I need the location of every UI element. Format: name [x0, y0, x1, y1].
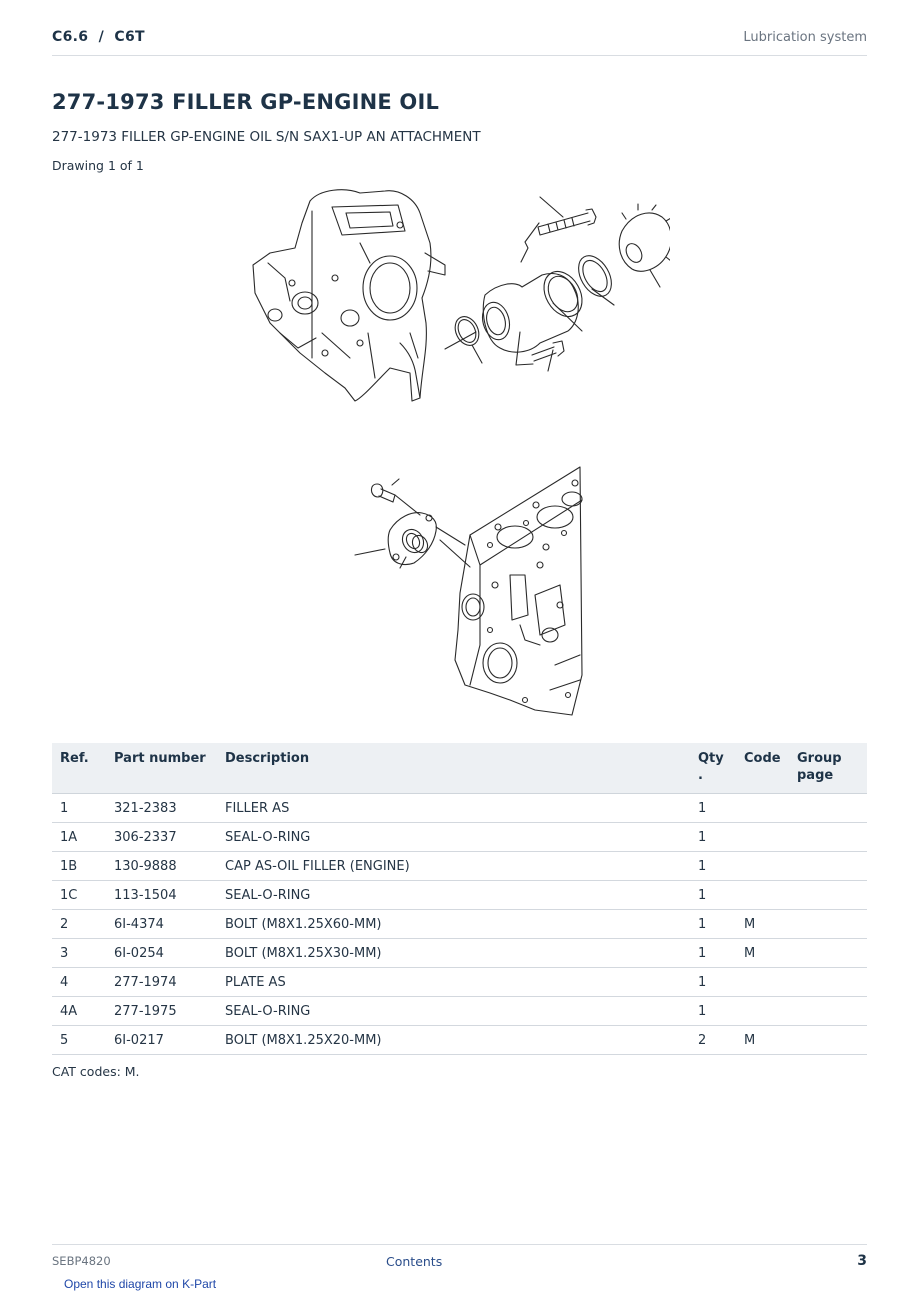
- engine-model: C6.6 / C6T: [52, 29, 145, 45]
- cell-part-number: 130-9888: [106, 852, 217, 881]
- cell-group-page: [789, 852, 867, 881]
- cell-ref: 1C: [52, 881, 106, 910]
- page-footer: [52, 1244, 867, 1275]
- short-bolt-drawing: [532, 341, 564, 361]
- cell-qty: 1: [690, 997, 736, 1026]
- cell-qty: 1: [690, 881, 736, 910]
- column-qty-line2: .: [698, 768, 703, 783]
- filler-assembly-illustration: [250, 183, 670, 408]
- table-row: [52, 910, 867, 939]
- table-row: [52, 881, 867, 910]
- cell-group-page: [789, 997, 867, 1026]
- parts-table: [52, 743, 867, 1055]
- column-group-line1: Group: [797, 751, 842, 766]
- cell-qty: 1: [690, 939, 736, 968]
- table-row: [52, 1026, 867, 1055]
- cat-codes-note: CAT codes: M.: [52, 1064, 140, 1079]
- cell-description: FILLER AS: [217, 794, 690, 823]
- cell-ref: 4A: [52, 997, 106, 1026]
- cell-ref: 1: [52, 794, 106, 823]
- cell-group-page: [789, 881, 867, 910]
- cell-qty: 1: [690, 968, 736, 997]
- cell-group-page: [789, 968, 867, 997]
- table-row: [52, 794, 867, 823]
- cell-code: [736, 852, 789, 881]
- section-name: Lubrication system: [743, 30, 867, 45]
- cell-group-page: [789, 1026, 867, 1055]
- table-row: [52, 852, 867, 881]
- cell-description: SEAL-O-RING: [217, 823, 690, 852]
- cell-code: [736, 881, 789, 910]
- cell-qty: 2: [690, 1026, 736, 1055]
- plate-drawing: [388, 513, 436, 565]
- cell-code: [736, 997, 789, 1026]
- column-part-number: Part number: [106, 743, 217, 794]
- cell-part-number: 113-1504: [106, 881, 217, 910]
- column-group-line2: page: [797, 768, 834, 783]
- cell-group-page: [789, 823, 867, 852]
- column-code: Code: [736, 743, 789, 794]
- table-row: [52, 823, 867, 852]
- column-ref: Ref.: [52, 743, 106, 794]
- cell-ref: 4: [52, 968, 106, 997]
- column-qty: [690, 743, 736, 794]
- cell-qty: 1: [690, 910, 736, 939]
- cell-code: M: [736, 910, 789, 939]
- column-description: Description: [217, 743, 690, 794]
- page-header: [52, 29, 867, 56]
- cell-part-number: 6I-0254: [106, 939, 217, 968]
- parts-table-header-row: [52, 743, 867, 794]
- cell-part-number: 277-1974: [106, 968, 217, 997]
- page-subtitle: 277-1973 FILLER GP-ENGINE OIL S/N SAX1-UP AN ATTACHMENT: [52, 129, 481, 145]
- cell-description: BOLT (M8X1.25X30-MM): [217, 939, 690, 968]
- cell-ref: 2: [52, 910, 106, 939]
- cell-part-number: 6I-4374: [106, 910, 217, 939]
- cell-part-number: 306-2337: [106, 823, 217, 852]
- cell-description: PLATE AS: [217, 968, 690, 997]
- column-qty-line1: Qty: [698, 751, 724, 766]
- cell-ref: 1A: [52, 823, 106, 852]
- long-bolt-drawing: [538, 209, 596, 235]
- cylinder-block-drawing: [455, 467, 582, 715]
- cell-qty: 1: [690, 823, 736, 852]
- open-kpart-link[interactable]: Open this diagram on K-Part: [64, 1277, 217, 1291]
- cell-code: [736, 823, 789, 852]
- cell-qty: 1: [690, 852, 736, 881]
- cell-description: CAP AS-OIL FILLER (ENGINE): [217, 852, 690, 881]
- plate-assembly-illustration: [350, 465, 590, 720]
- cell-ref: 1B: [52, 852, 106, 881]
- cell-code: M: [736, 939, 789, 968]
- cell-code: M: [736, 1026, 789, 1055]
- cell-group-page: [789, 939, 867, 968]
- cell-part-number: 321-2383: [106, 794, 217, 823]
- cell-description: BOLT (M8X1.25X20-MM): [217, 1026, 690, 1055]
- cell-ref: 5: [52, 1026, 106, 1055]
- cell-description: BOLT (M8X1.25X60-MM): [217, 910, 690, 939]
- filler-elbow-drawing: [483, 274, 578, 353]
- plate-bolt-drawing: [371, 484, 382, 497]
- cell-description: SEAL-O-RING: [217, 997, 690, 1026]
- cell-code: [736, 794, 789, 823]
- page-title: 277-1973 FILLER GP-ENGINE OIL: [52, 90, 440, 114]
- table-row: [52, 968, 867, 997]
- cell-qty: 1: [690, 794, 736, 823]
- cell-code: [736, 968, 789, 997]
- table-row: [52, 997, 867, 1026]
- front-cover-drawing: [253, 190, 431, 401]
- oil-filler-cap-drawing: [619, 213, 670, 271]
- cell-group-page: [789, 910, 867, 939]
- column-group-page: [789, 743, 867, 794]
- table-row: [52, 939, 867, 968]
- cell-group-page: [789, 794, 867, 823]
- cell-ref: 3: [52, 939, 106, 968]
- cell-part-number: 6I-0217: [106, 1026, 217, 1055]
- contents-link[interactable]: Contents: [386, 1254, 443, 1269]
- cell-description: SEAL-O-RING: [217, 881, 690, 910]
- drawing-count: Drawing 1 of 1: [52, 158, 144, 173]
- page-number: 3: [857, 1253, 867, 1269]
- cell-part-number: 277-1975: [106, 997, 217, 1026]
- document-number: SEBP4820: [52, 1254, 111, 1268]
